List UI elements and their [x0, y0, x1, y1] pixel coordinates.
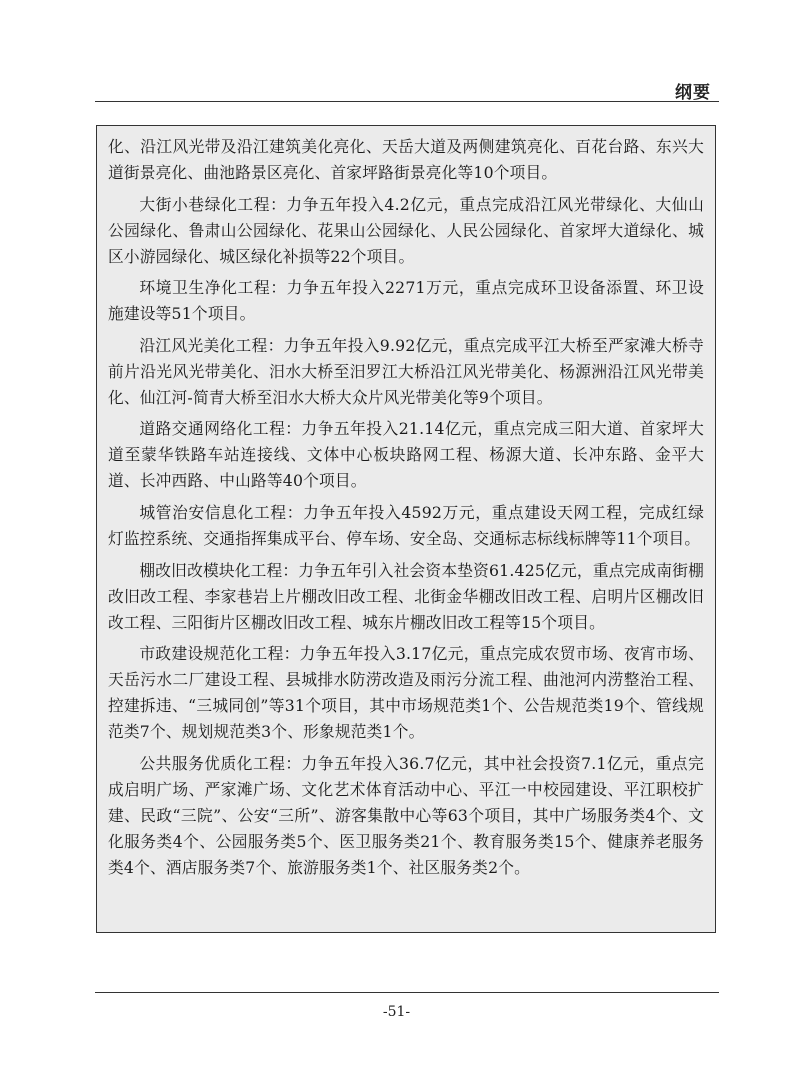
paragraph-riverside-project: 沿江风光美化工程：力争五年投入9.92亿元，重点完成平江大桥至严家滩大桥寺前片沿光风光带美化、汨水大桥至汨罗江大桥沿江风光带美化、杨源洲沿江风光带美化、仙江河-简青大桥至汨水大桥大众片风光带美化等9个项目。 [108, 335, 704, 407]
header-divider [95, 101, 719, 102]
page-header-title: 纲要 [675, 83, 711, 103]
page-number: -51- [382, 1004, 411, 1020]
paragraph-continuation: 化、沿江风光带及沿江建筑美化亮化、天岳大道及两侧建筑亮化、百花台路、东兴大道街景亮化、曲池路景区亮化、首家坪路街景亮化等10个项目。 [108, 137, 704, 182]
paragraph-security-info-project: 城管治安信息化工程：力争五年投入4592万元，重点建设天网工程，完成红绿灯监控系统、交通指挥集成平台、停车场、安全岛、交通标志标线标牌等11个项目。 [108, 502, 704, 548]
paragraph-greening-project: 大街小巷绿化工程：力争五年投入4.2亿元，重点完成沿江风光带绿化、大仙山公园绿化、鲁肃山公园绿化、花果山公园绿化、人民公园绿化、首家坪大道绿化、城区小游园绿化、城区绿化补损等22个项目。 [108, 194, 704, 266]
footer-divider [95, 992, 719, 993]
content-box [96, 125, 716, 933]
paragraph-sanitation-project: 环境卫生净化工程：力争五年投入2271万元，重点完成环卫设备添置、环卫设施建设等51个项目。 [108, 278, 704, 324]
paragraph-municipal-project: 市政建设规范化工程：力争五年投入3.17亿元，重点完成农贸市场、夜宵市场、天岳污水二厂建设工程、县城排水防涝改造及雨污分流工程、曲池河内涝整治工程、控建拆违、“三城同创”等31个项目，其中市场规范类1个、公告规范类19个、管线规范类7个、规划规范类3个、形象规范类1个。 [108, 644, 704, 742]
paragraph-shantytown-project: 棚改旧改模块化工程：力争五年引入社会资本垫资61.425亿元，重点完成南街棚改旧改工程、李家巷岩上片棚改旧改工程、北街金华棚改旧改工程、启明片区棚改旧改工程、三阳街片区棚改旧改工程、城东片棚改旧改工程等15个项目。 [108, 560, 704, 632]
paragraph-public-service-project: 公共服务优质化工程：力争五年投入36.7亿元，其中社会投资7.1亿元，重点完成启明广场、严家滩广场、文化艺术体育活动中心、平江一中校园建设、平江职校扩建、民政“三院”、公安“三所”、游客集散中心等63个项目，其中广场服务类4个、文化服务类4个、公园服务类5个、医卫服务类21个、教育服务类15个、健康养老服务类4个、酒店服务类7个、旅游服务类1个、社区服务类2个。 [108, 753, 704, 877]
paragraph-road-network-project: 道路交通网络化工程：力争五年投入21.14亿元，重点完成三阳大道、首家坪大道至蒙华铁路车站连接线、文体中心板块路网工程、杨源大道、长冲东路、金平大道、长冲西路、中山路等40个项目。 [108, 419, 704, 491]
